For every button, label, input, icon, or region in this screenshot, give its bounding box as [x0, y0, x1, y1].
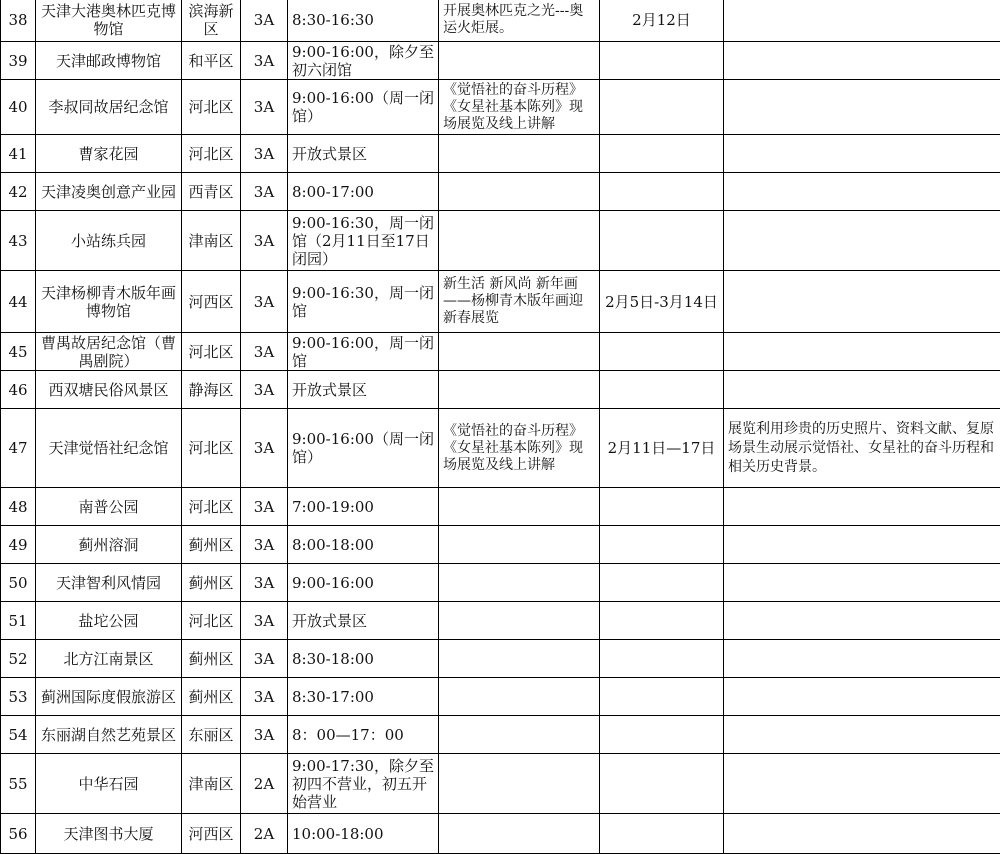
exhibition — [439, 135, 600, 173]
grade: 3A — [241, 564, 288, 602]
grade: 3A — [241, 0, 288, 42]
venue-name: 蓟州溶洞 — [36, 526, 182, 564]
exhibition — [439, 564, 600, 602]
row-number: 42 — [1, 173, 36, 211]
exhibition-dates — [600, 602, 724, 640]
opening-hours: 8:30-17:00 — [288, 678, 439, 716]
district: 静海区 — [182, 371, 241, 409]
exhibition-dates — [600, 754, 724, 814]
venue-name: 西双塘民俗风景区 — [36, 371, 182, 409]
note — [724, 80, 1000, 135]
exhibition-dates — [600, 333, 724, 371]
table-row — [1, 678, 1000, 716]
exhibition-dates: 2月12日 — [600, 0, 724, 42]
exhibition-dates: 2月5日-3月14日 — [600, 271, 724, 333]
venue-name: 小站练兵园 — [36, 211, 182, 271]
grade: 3A — [241, 371, 288, 409]
venue-name: 天津邮政博物馆 — [36, 42, 182, 80]
note — [724, 640, 1000, 678]
row-number: 45 — [1, 333, 36, 371]
district: 蓟州区 — [182, 526, 241, 564]
exhibition — [439, 333, 600, 371]
table-row — [1, 173, 1000, 211]
note — [724, 716, 1000, 754]
row-number: 44 — [1, 271, 36, 333]
exhibition-dates — [600, 371, 724, 409]
note: 展览利用珍贵的历史照片、资料文献、复原场景生动展示觉悟社、女星社的奋斗历程和相关历史背景。 — [724, 409, 1000, 488]
row-number: 46 — [1, 371, 36, 409]
exhibition-dates — [600, 211, 724, 271]
exhibition — [439, 526, 600, 564]
grade: 3A — [241, 602, 288, 640]
note — [724, 564, 1000, 602]
row-number: 53 — [1, 678, 36, 716]
exhibition-dates — [600, 564, 724, 602]
district: 西青区 — [182, 173, 241, 211]
opening-hours: 8:00-17:00 — [288, 173, 439, 211]
table-body — [1, 0, 1000, 854]
venue-name: 天津图书大厦 — [36, 814, 182, 854]
row-number: 52 — [1, 640, 36, 678]
exhibition — [439, 42, 600, 80]
row-number: 47 — [1, 409, 36, 488]
row-number: 40 — [1, 80, 36, 135]
opening-hours: 9:00-16:00，除夕至初六闭馆 — [288, 42, 439, 80]
venue-name: 东丽湖自然艺苑景区 — [36, 716, 182, 754]
grade: 3A — [241, 526, 288, 564]
opening-hours: 10:00-18:00 — [288, 814, 439, 854]
grade: 3A — [241, 80, 288, 135]
venue-name: 天津凌奥创意产业园 — [36, 173, 182, 211]
venue-name: 盐坨公园 — [36, 602, 182, 640]
grade: 3A — [241, 409, 288, 488]
exhibition-dates — [600, 135, 724, 173]
table-row — [1, 371, 1000, 409]
exhibition-dates — [600, 678, 724, 716]
exhibition — [439, 716, 600, 754]
row-number: 38 — [1, 0, 36, 42]
opening-hours: 8:30-16:30 — [288, 0, 439, 42]
note — [724, 135, 1000, 173]
opening-hours: 开放式景区 — [288, 135, 439, 173]
district: 河北区 — [182, 333, 241, 371]
district: 蓟州区 — [182, 640, 241, 678]
table-row — [1, 602, 1000, 640]
table-row — [1, 716, 1000, 754]
grade: 3A — [241, 333, 288, 371]
venue-name: 曹禺故居纪念馆（曹禺剧院） — [36, 333, 182, 371]
venue-name: 蓟洲国际度假旅游区 — [36, 678, 182, 716]
row-number: 49 — [1, 526, 36, 564]
note — [724, 488, 1000, 526]
row-number: 48 — [1, 488, 36, 526]
opening-hours: 9:00-16:00（周一闭馆） — [288, 80, 439, 135]
table-row — [1, 754, 1000, 814]
note — [724, 173, 1000, 211]
district: 东丽区 — [182, 716, 241, 754]
district: 河北区 — [182, 135, 241, 173]
row-number: 50 — [1, 564, 36, 602]
row-number: 39 — [1, 42, 36, 80]
venue-name: 天津智利风情园 — [36, 564, 182, 602]
table-row — [1, 333, 1000, 371]
venue-name: 北方江南景区 — [36, 640, 182, 678]
opening-hours: 9:00-16:30，周一闭馆 — [288, 271, 439, 333]
district: 河北区 — [182, 602, 241, 640]
opening-hours: 7:00-19:00 — [288, 488, 439, 526]
district: 蓟州区 — [182, 564, 241, 602]
exhibition-dates — [600, 526, 724, 564]
district: 河西区 — [182, 814, 241, 854]
exhibition: 《觉悟社的奋斗历程》《女星社基本陈列》现场展览及线上讲解 — [439, 80, 600, 135]
grade: 2A — [241, 814, 288, 854]
table-row — [1, 135, 1000, 173]
opening-hours: 9:00-16:00（周一闭馆） — [288, 409, 439, 488]
table-row — [1, 564, 1000, 602]
opening-hours: 9:00-17:30，除夕至初四不营业，初五开始营业 — [288, 754, 439, 814]
venue-name: 天津大港奥林匹克博物馆 — [36, 0, 182, 42]
grade: 3A — [241, 678, 288, 716]
note — [724, 0, 1000, 42]
row-number: 54 — [1, 716, 36, 754]
note — [724, 602, 1000, 640]
exhibition — [439, 640, 600, 678]
opening-hours: 开放式景区 — [288, 602, 439, 640]
district: 蓟州区 — [182, 678, 241, 716]
table-row — [1, 0, 1000, 42]
table-row — [1, 526, 1000, 564]
district: 河西区 — [182, 271, 241, 333]
grade: 3A — [241, 488, 288, 526]
grade: 3A — [241, 271, 288, 333]
note — [724, 754, 1000, 814]
exhibition-dates — [600, 42, 724, 80]
note — [724, 42, 1000, 80]
row-number: 41 — [1, 135, 36, 173]
venue-name: 曹家花园 — [36, 135, 182, 173]
opening-hours: 8:00-18:00 — [288, 526, 439, 564]
opening-hours: 9:00-16:30，周一闭馆（2月11日至17日闭园） — [288, 211, 439, 271]
opening-hours: 9:00-16:00，周一闭馆 — [288, 333, 439, 371]
district: 河北区 — [182, 80, 241, 135]
table-row — [1, 640, 1000, 678]
venue-name: 天津觉悟社纪念馆 — [36, 409, 182, 488]
exhibition-dates — [600, 716, 724, 754]
note — [724, 371, 1000, 409]
table-row — [1, 488, 1000, 526]
district: 滨海新区 — [182, 0, 241, 42]
venue-name: 李叔同故居纪念馆 — [36, 80, 182, 135]
opening-hours: 开放式景区 — [288, 371, 439, 409]
note — [724, 678, 1000, 716]
note — [724, 211, 1000, 271]
exhibition-dates — [600, 80, 724, 135]
venue-name: 中华石园 — [36, 754, 182, 814]
table-row — [1, 814, 1000, 854]
exhibition-dates — [600, 640, 724, 678]
note — [724, 814, 1000, 854]
grade: 3A — [241, 211, 288, 271]
district: 河北区 — [182, 409, 241, 488]
exhibition: 开展奥林匹克之光---奥运火炬展。 — [439, 0, 600, 42]
note — [724, 526, 1000, 564]
district: 和平区 — [182, 42, 241, 80]
grade: 3A — [241, 716, 288, 754]
exhibition — [439, 602, 600, 640]
row-number: 55 — [1, 754, 36, 814]
exhibition — [439, 371, 600, 409]
exhibition-dates — [600, 814, 724, 854]
exhibition: 《觉悟社的奋斗历程》《女星社基本陈列》现场展览及线上讲解 — [439, 409, 600, 488]
exhibition-dates — [600, 488, 724, 526]
row-number: 56 — [1, 814, 36, 854]
grade: 2A — [241, 754, 288, 814]
table-row — [1, 409, 1000, 488]
grade: 3A — [241, 42, 288, 80]
opening-hours: 8：00—17：00 — [288, 716, 439, 754]
exhibition — [439, 173, 600, 211]
district: 津南区 — [182, 211, 241, 271]
table-row — [1, 80, 1000, 135]
note — [724, 271, 1000, 333]
venue-name: 天津杨柳青木版年画博物馆 — [36, 271, 182, 333]
exhibition — [439, 754, 600, 814]
opening-hours: 8:30-18:00 — [288, 640, 439, 678]
table-row — [1, 211, 1000, 271]
grade: 3A — [241, 640, 288, 678]
table-row — [1, 271, 1000, 333]
exhibition — [439, 211, 600, 271]
table-row — [1, 42, 1000, 80]
exhibition: 新生活 新风尚 新年画——杨柳青木版年画迎新春展览 — [439, 271, 600, 333]
venue-name: 南普公园 — [36, 488, 182, 526]
exhibition — [439, 814, 600, 854]
row-number: 43 — [1, 211, 36, 271]
exhibition — [439, 488, 600, 526]
note — [724, 333, 1000, 371]
exhibition-dates: 2月11日—17日 — [600, 409, 724, 488]
row-number: 51 — [1, 602, 36, 640]
grade: 3A — [241, 173, 288, 211]
exhibition-dates — [600, 173, 724, 211]
grade: 3A — [241, 135, 288, 173]
exhibition — [439, 678, 600, 716]
district: 津南区 — [182, 754, 241, 814]
district: 河北区 — [182, 488, 241, 526]
opening-hours: 9:00-16:00 — [288, 564, 439, 602]
